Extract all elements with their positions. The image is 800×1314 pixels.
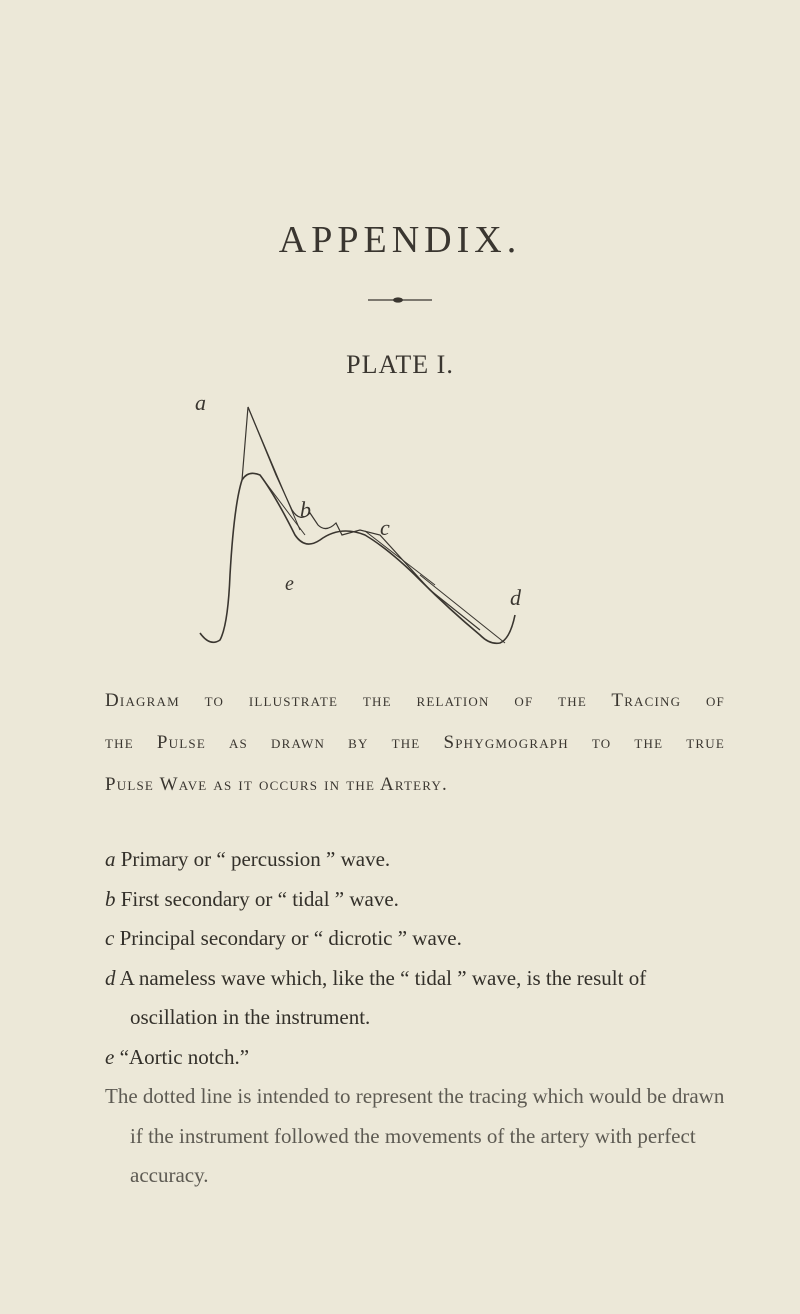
plate-label: PLATE I. (346, 350, 454, 379)
wave-line-d (420, 575, 505, 643)
legend-item (105, 919, 735, 959)
legend-text: “Aortic notch.” (119, 1044, 250, 1069)
label-b: b (300, 497, 311, 522)
caption-line: Diagram to illustrate the relation of the Tracing of (105, 690, 725, 711)
legend-item (105, 880, 735, 920)
label-a: a (195, 390, 206, 415)
legend-letter: c (105, 926, 115, 950)
caption-line: the Pulse as drawn by the Sphygmograph to the true (105, 732, 725, 753)
ornament-rule (368, 296, 432, 304)
wave-line-c (365, 531, 435, 585)
legend-item (105, 959, 735, 1038)
legend-list (105, 840, 735, 1196)
legend-letter: e (105, 1044, 115, 1069)
legend-text: Principal secondary or “ dicrotic ” wave. (119, 926, 462, 950)
upstroke-line (248, 407, 300, 530)
legend-text: Primary or “ percussion ” wave. (120, 847, 391, 871)
caption-line: Pulse Wave as it occurs in the Artery. (105, 774, 448, 795)
page-heading: APPENDIX. (278, 219, 522, 261)
dotted-line-note: The dotted line is intended to represent the tracing which would be drawn if the instrument followed the movements of the artery with perfect accuracy. (105, 1084, 725, 1187)
legend-text: First secondary or “ tidal ” wave. (120, 886, 399, 911)
label-d: d (510, 585, 521, 610)
wave-line-b (260, 475, 305, 535)
pulse-diagram (180, 385, 600, 675)
label-e: e (285, 573, 294, 595)
legend-item (105, 1038, 735, 1078)
legend-letter: b (105, 886, 116, 911)
legend-letter: d (105, 965, 116, 990)
legend-text: A nameless wave which, like the “ tidal ” wave, is the result of oscillation in the instrument. (119, 965, 647, 1029)
legend-item (105, 840, 735, 880)
sphygmograph-tracing (242, 407, 480, 630)
true-pulse-curve (200, 473, 515, 643)
legend-letter: a (105, 847, 116, 871)
figure-caption (105, 680, 725, 806)
label-c: c (380, 515, 390, 540)
